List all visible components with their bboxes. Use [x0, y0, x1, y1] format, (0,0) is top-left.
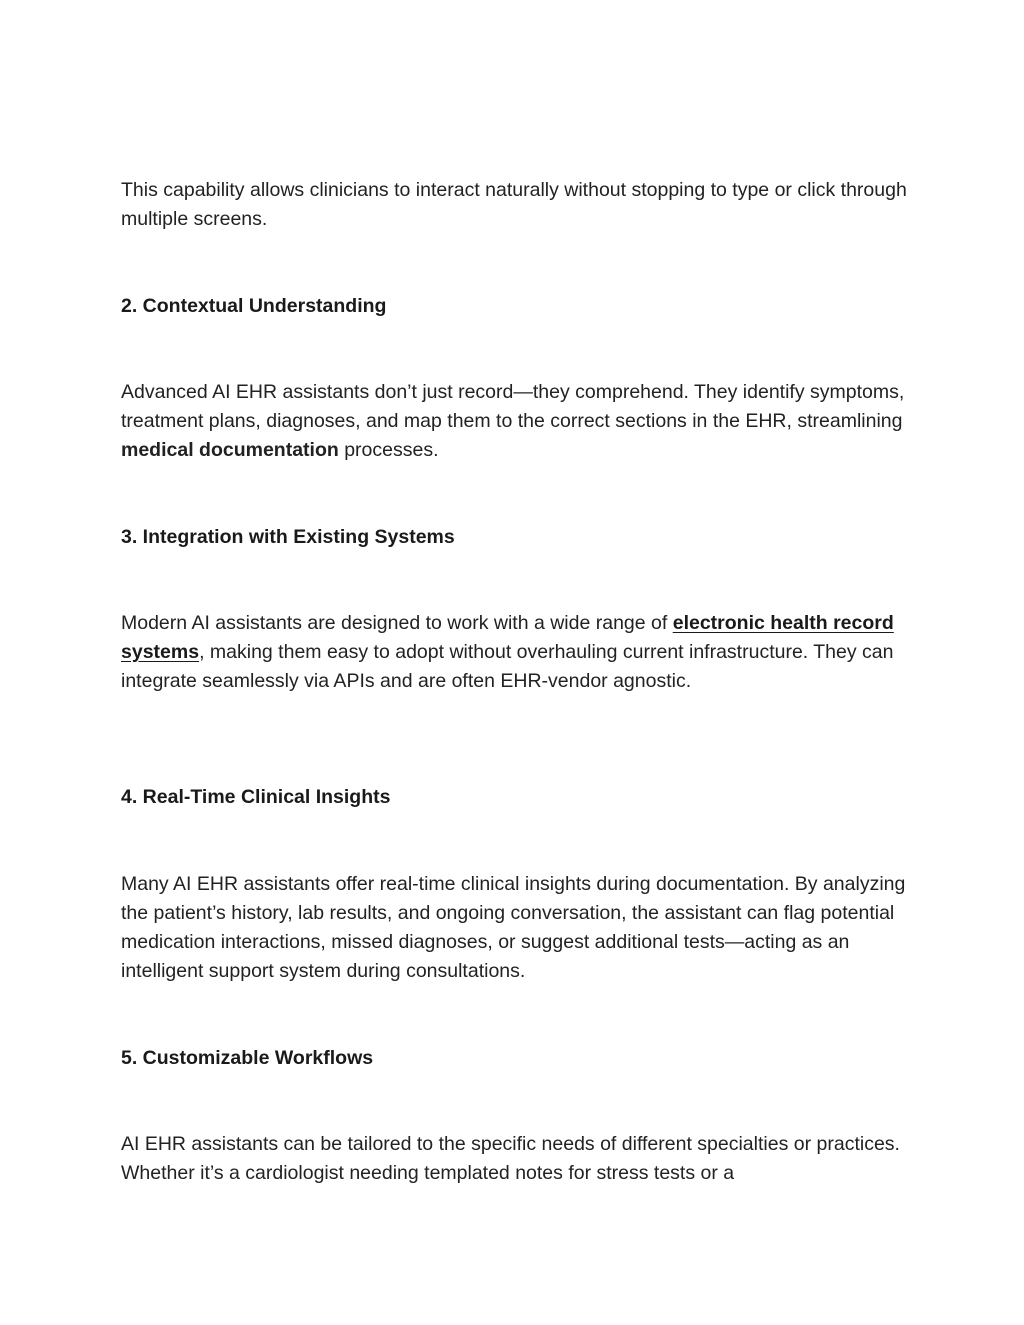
- paragraph-integration: [121, 609, 911, 696]
- paragraph-customizable-workflows: [121, 1130, 911, 1188]
- paragraph-clinical-insights: [121, 870, 911, 986]
- electronic-health-record-systems-link[interactable]: electronic health record systems: [121, 612, 894, 663]
- paragraph-clinical-insights-text: Many AI EHR assistants offer real-time clinical insights during documentation. By analyzing the patient’s history, lab results, and ongoing conversation, the assistant can flag potential medication interactions, missed diagnoses, or suggest additional tests—acting as an intelligent support system during consultations.: [121, 873, 906, 982]
- paragraph-integration-text-end: , making them easy to adopt without overhauling current infrastructure. They can integrate seamlessly via APIs and are often EHR-vendor agnostic.: [121, 641, 894, 692]
- paragraph-contextual-text-start: Advanced AI EHR assistants don’t just record—they comprehend. They identify symptoms, treatment plans, diagnoses, and map them to the correct sections in the EHR, streamlining: [121, 381, 905, 432]
- paragraph-contextual-text-end: processes.: [338, 439, 439, 461]
- heading-integration-existing-systems: 3. Integration with Existing Systems: [121, 526, 455, 548]
- paragraph-customizable-text: AI EHR assistants can be tailored to the specific needs of different specialties or practices. Whether it’s a cardiologist needing templated notes for stress tests or a: [121, 1133, 900, 1184]
- paragraph-capability: [121, 176, 911, 234]
- heading-contextual-understanding: 2. Contextual Understanding: [121, 295, 387, 317]
- paragraph-contextual-understanding: [121, 378, 911, 465]
- bold-medical-documentation: medical documentation: [121, 439, 339, 461]
- heading-real-time-clinical-insights: 4. Real-Time Clinical Insights: [121, 786, 391, 808]
- heading-customizable-workflows: 5. Customizable Workflows: [121, 1047, 374, 1069]
- paragraph-integration-text-start: Modern AI assistants are designed to work with a wide range of: [121, 612, 673, 634]
- paragraph-capability-text: This capability allows clinicians to interact naturally without stopping to type or click through multiple screens.: [121, 179, 907, 230]
